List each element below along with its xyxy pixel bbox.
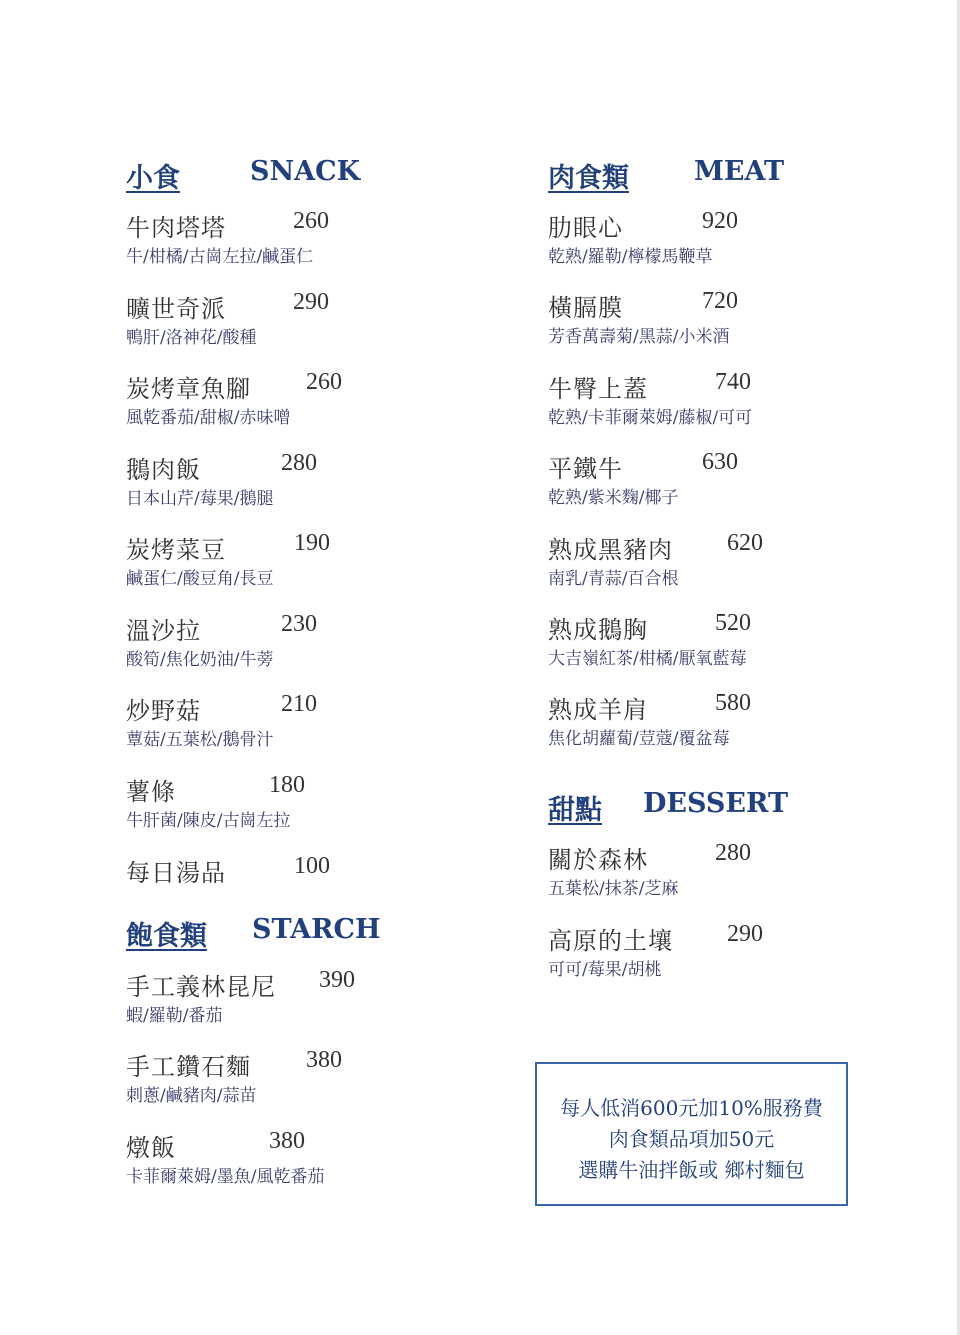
item-desc: 乾熟/羅勒/檸檬馬鞭草 bbox=[548, 247, 713, 267]
item-desc: 五葉松/抹茶/芝麻 bbox=[548, 879, 679, 899]
item-desc: 日本山芹/莓果/鵝腿 bbox=[126, 489, 274, 509]
item-price: 380 bbox=[269, 1128, 305, 1154]
item-desc: 蝦/羅勒/番茄 bbox=[126, 1006, 223, 1026]
item-price: 190 bbox=[294, 530, 330, 556]
item-price: 720 bbox=[702, 288, 738, 314]
item-name: 熟成鵝胸 bbox=[548, 616, 648, 644]
section-title-snack-zh: 小食 bbox=[126, 163, 180, 194]
section-title-starch bbox=[126, 914, 381, 953]
note-line-meat-surcharge: 肉食類品項加50元 bbox=[608, 1127, 775, 1151]
item-name: 平鐵牛 bbox=[548, 455, 623, 483]
item-desc: 蕈菇/五葉松/鵝骨汁 bbox=[126, 730, 274, 750]
item-price: 230 bbox=[281, 611, 317, 637]
item-name: 炭烤章魚腳 bbox=[126, 375, 251, 403]
item-desc: 大吉嶺紅茶/柑橘/厭氧藍莓 bbox=[548, 649, 747, 669]
item-price: 380 bbox=[306, 1047, 342, 1073]
item-name: 牛肉塔塔 bbox=[126, 214, 226, 242]
item-desc: 南乳/青蒜/百合根 bbox=[548, 569, 679, 589]
item-desc: 芳香萬壽菊/黑蒜/小米酒 bbox=[548, 327, 730, 347]
item-desc: 焦化胡蘿蔔/荳蔻/覆盆莓 bbox=[548, 729, 730, 749]
section-title-meat-zh: 肉食類 bbox=[548, 163, 629, 194]
item-price: 100 bbox=[294, 853, 330, 879]
item-name: 高原的土壤 bbox=[548, 927, 673, 955]
item-name: 肋眼心 bbox=[548, 214, 623, 242]
item-name: 薯條 bbox=[126, 778, 176, 806]
section-title-snack-en: SNACK bbox=[250, 156, 361, 187]
item-desc: 鴨肝/洛神花/酸種 bbox=[126, 328, 257, 348]
section-title-starch-en: STARCH bbox=[252, 914, 381, 945]
item-desc: 卡菲爾萊姆/墨魚/風乾番茄 bbox=[126, 1167, 325, 1187]
item-name: 燉飯 bbox=[126, 1134, 176, 1162]
item-desc: 乾熟/卡菲爾萊姆/藤椒/可可 bbox=[548, 408, 753, 428]
service-charge-note bbox=[535, 1062, 848, 1206]
item-desc: 風乾番茄/甜椒/赤味噌 bbox=[126, 408, 291, 428]
item-price: 390 bbox=[319, 967, 355, 993]
item-price: 280 bbox=[715, 840, 751, 866]
item-name: 關於森林 bbox=[548, 846, 648, 874]
item-name: 炒野菇 bbox=[126, 697, 201, 725]
item-price: 210 bbox=[281, 691, 317, 717]
item-name: 鵝肉飯 bbox=[126, 456, 201, 484]
item-price: 920 bbox=[702, 208, 738, 234]
note-line-minimum-charge: 每人低消600元加10%服務費 bbox=[560, 1096, 823, 1120]
section-title-snack bbox=[126, 156, 361, 195]
item-desc: 酸筍/焦化奶油/牛蒡 bbox=[126, 650, 274, 670]
item-price: 260 bbox=[293, 208, 329, 234]
section-title-starch-zh: 飽食類 bbox=[126, 921, 207, 952]
item-price: 180 bbox=[269, 772, 305, 798]
item-price: 740 bbox=[715, 369, 751, 395]
item-desc: 牛肝菌/陳皮/古崗左拉 bbox=[126, 811, 291, 831]
item-name: 熟成黑豬肉 bbox=[548, 536, 673, 564]
item-price: 620 bbox=[727, 530, 763, 556]
item-name: 橫膈膜 bbox=[548, 294, 623, 322]
item-desc: 刺蔥/鹹豬肉/蒜苗 bbox=[126, 1086, 257, 1106]
item-name: 炭烤菜豆 bbox=[126, 536, 226, 564]
item-price: 260 bbox=[306, 369, 342, 395]
item-name: 手工義林昆尼 bbox=[126, 973, 276, 1001]
item-name: 熟成羊肩 bbox=[548, 696, 648, 724]
item-name: 溫沙拉 bbox=[126, 617, 201, 645]
item-name: 曠世奇派 bbox=[126, 295, 226, 323]
item-price: 520 bbox=[715, 610, 751, 636]
item-price: 290 bbox=[293, 289, 329, 315]
section-title-dessert-en: DESSERT bbox=[643, 788, 789, 819]
item-price: 280 bbox=[281, 450, 317, 476]
item-desc: 鹹蛋仁/酸豆角/長豆 bbox=[126, 569, 274, 589]
item-name: 手工鑽石麵 bbox=[126, 1053, 251, 1081]
section-title-meat bbox=[548, 156, 785, 195]
item-name: 每日湯品 bbox=[126, 859, 226, 887]
note-line-side-choice: 選購牛油拌飯或 鄉村麵包 bbox=[578, 1158, 805, 1182]
item-price: 290 bbox=[727, 921, 763, 947]
item-price: 630 bbox=[702, 449, 738, 475]
section-title-meat-en: MEAT bbox=[694, 156, 785, 187]
item-name: 牛臀上蓋 bbox=[548, 375, 648, 403]
item-desc: 牛/柑橘/古崗左拉/鹹蛋仁 bbox=[126, 247, 314, 267]
item-desc: 可可/莓果/胡桃 bbox=[548, 960, 662, 980]
section-title-dessert bbox=[548, 788, 789, 827]
item-desc: 乾熟/紫米麴/椰子 bbox=[548, 488, 679, 508]
section-title-dessert-zh: 甜點 bbox=[548, 795, 602, 826]
item-price: 580 bbox=[715, 690, 751, 716]
